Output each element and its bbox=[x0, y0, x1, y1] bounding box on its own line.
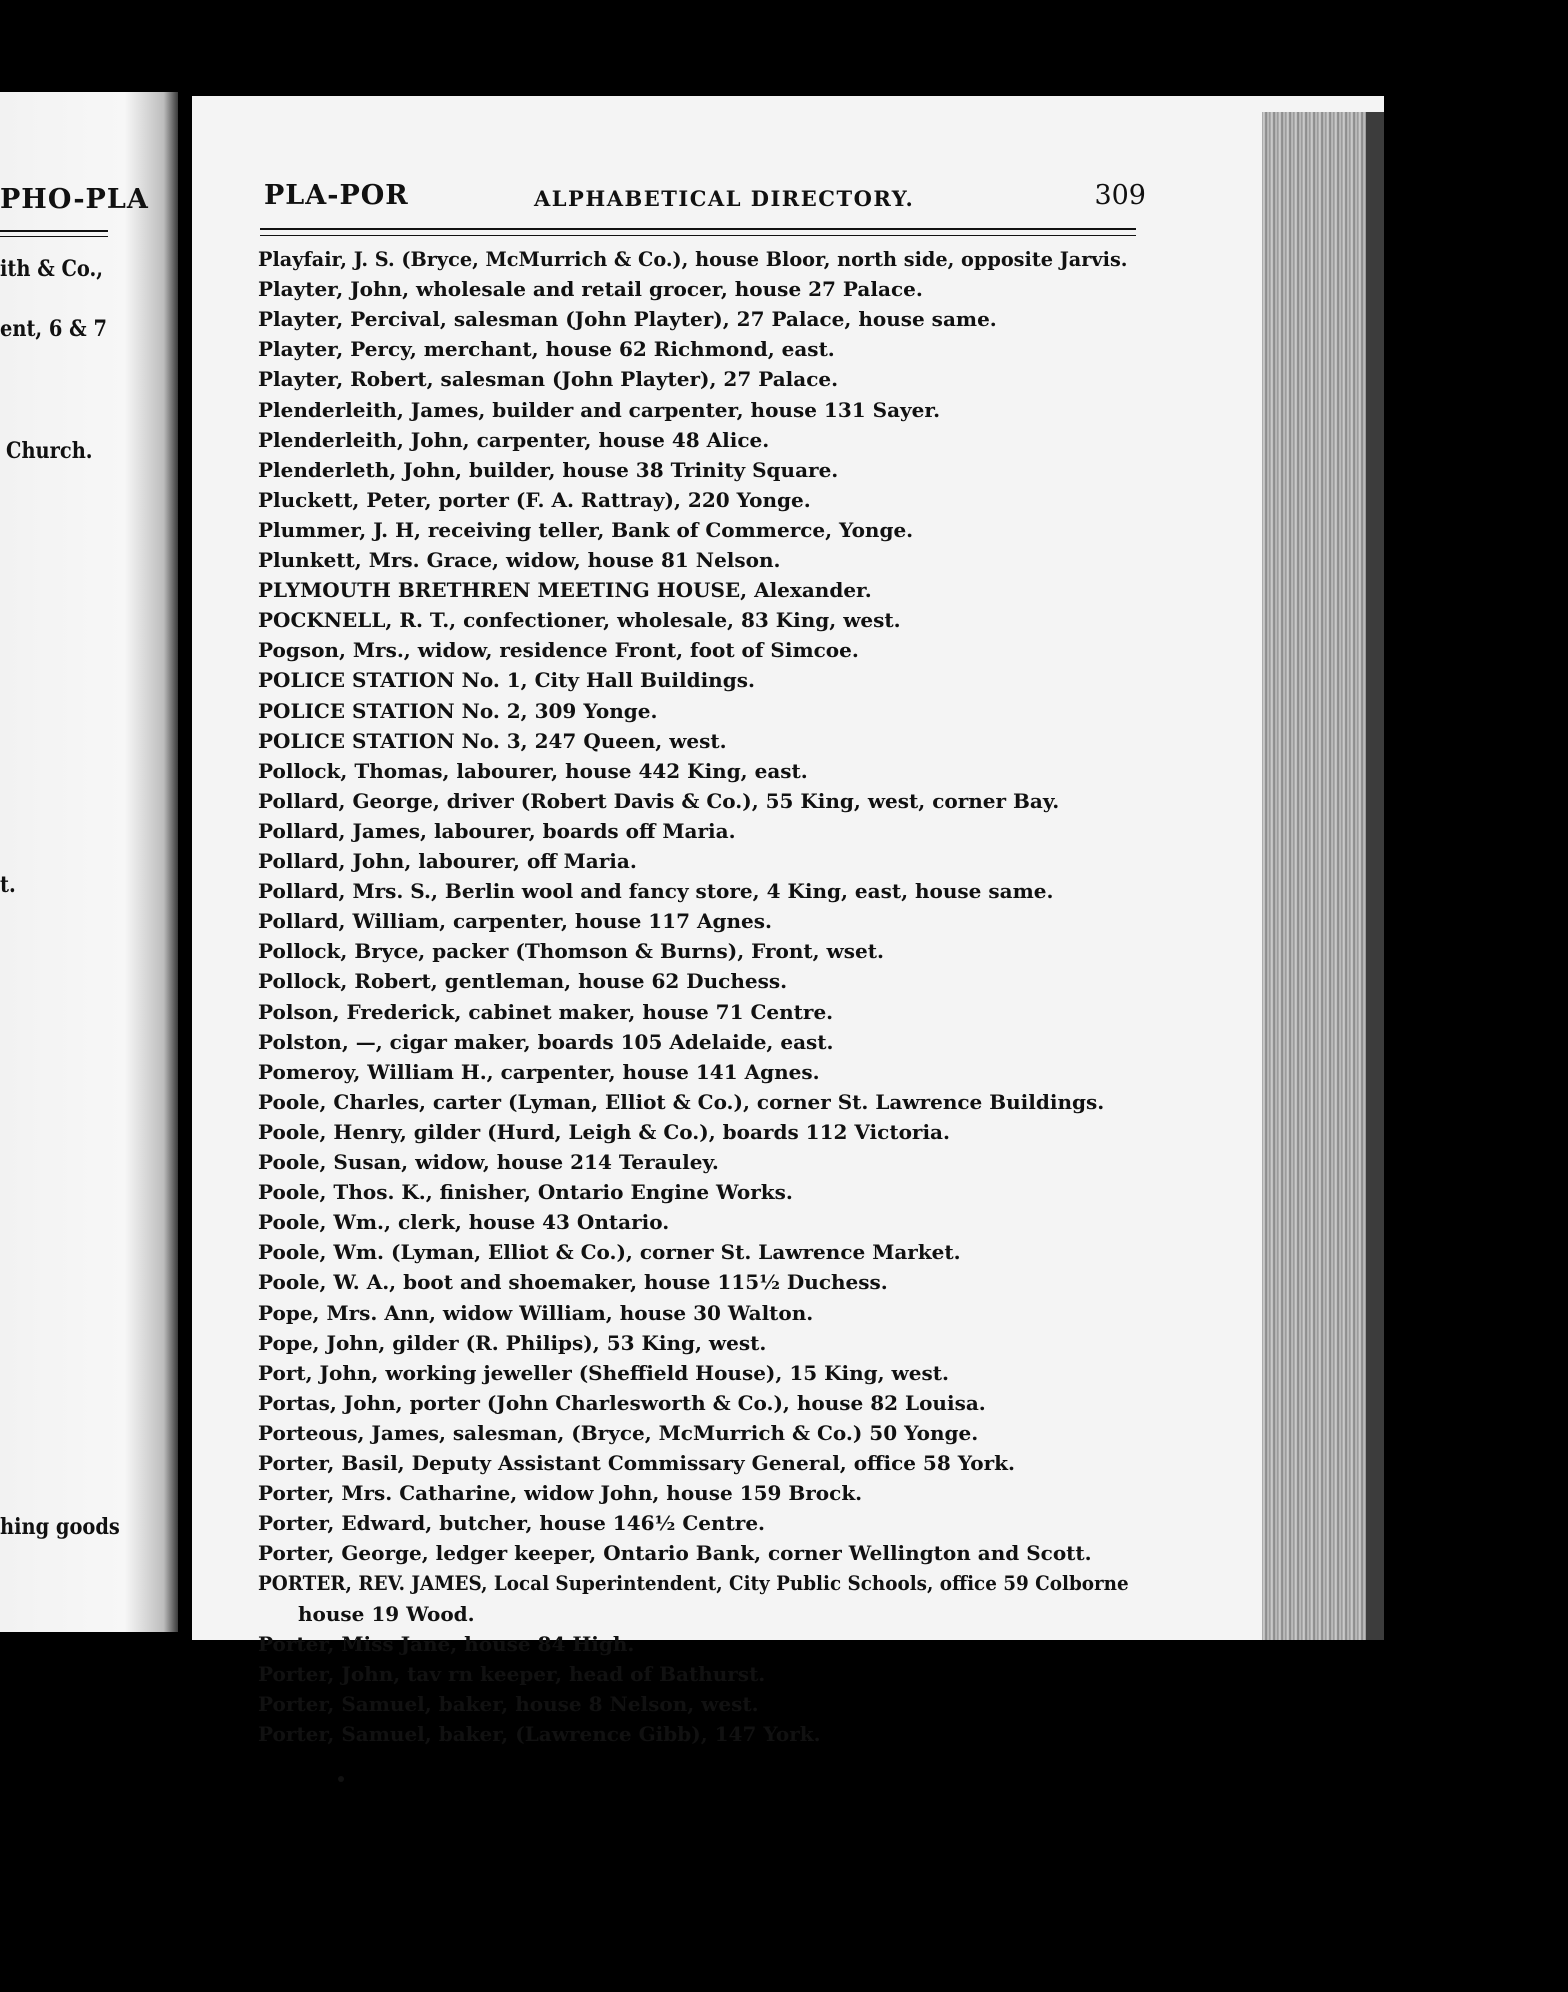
directory-entry: Pollard, Mrs. S., Berlin wool and fancy store, 4 King, east, house same. bbox=[258, 879, 1054, 904]
directory-entry: Pogson, Mrs., widow, residence Front, foot of Simcoe. bbox=[258, 638, 859, 663]
directory-entry: Playter, John, wholesale and retail grocer, house 27 Palace. bbox=[258, 277, 923, 302]
directory-entry: Poole, Wm., clerk, house 43 Ontario. bbox=[258, 1210, 670, 1235]
directory-entry: POLICE STATION No. 2, 309 Yonge. bbox=[258, 698, 658, 723]
directory-entry: Plummer, J. H, receiving teller, Bank of Commerce, Yonge. bbox=[258, 517, 914, 542]
directory-entry: Pollard, William, carpenter, house 117 Agnes. bbox=[258, 909, 772, 934]
directory-entry: Pope, Mrs. Ann, widow William, house 30 Walton. bbox=[258, 1300, 814, 1325]
directory-entry: Pollard, George, driver (Robert Davis & Co.), 55 King, west, corner Bay. bbox=[258, 788, 1060, 813]
directory-entry: Playter, Percy, merchant, house 62 Richmond, east. bbox=[258, 337, 835, 362]
directory-entry: Pollock, Robert, gentleman, house 62 Duchess. bbox=[258, 969, 788, 994]
directory-entry: Porter, Edward, butcher, house 146½ Centre. bbox=[258, 1511, 766, 1536]
left-page-line: ith & Co., bbox=[0, 256, 104, 282]
left-page-line: t. bbox=[0, 872, 16, 898]
directory-entry: Polston, —, cigar maker, boards 105 Adelaide, east. bbox=[258, 1029, 834, 1054]
left-page-line: ent, 6 & 7 bbox=[0, 316, 107, 342]
directory-entry: Pollard, John, labourer, off Maria. bbox=[258, 849, 637, 873]
directory-entry: Poole, Wm. (Lyman, Elliot & Co.), corner St. Lawrence Market. bbox=[258, 1240, 961, 1265]
ink-speck bbox=[338, 1776, 344, 1782]
directory-entry: POCKNELL, R. T., confectioner, wholesale, 83 King, west. bbox=[258, 608, 901, 633]
directory-entry: Porteous, James, salesman, (Bryce, McMurrich & Co.) 50 Yonge. bbox=[258, 1420, 979, 1445]
directory-entry: Poole, Susan, widow, house 214 Terauley. bbox=[258, 1150, 719, 1174]
directory-entry: Pollard, James, labourer, boards off Maria. bbox=[258, 818, 736, 843]
directory-entry: POLICE STATION No. 3, 247 Queen, west. bbox=[258, 728, 727, 753]
directory-entry: Porter, John, tav rn keeper, head of Bathurst. bbox=[258, 1661, 766, 1686]
directory-entry: Porter, Samuel, baker, (Lawrence Gibb), 147 York. bbox=[258, 1721, 821, 1746]
directory-entry: Plenderleith, James, builder and carpenter, house 131 Sayer. bbox=[258, 397, 941, 422]
directory-entry: Porter, Basil, Deputy Assistant Commissary General, office 58 York. bbox=[258, 1451, 1015, 1475]
directory-entry-continuation: house 19 Wood. bbox=[298, 1601, 475, 1626]
directory-entry: Pluckett, Peter, porter (F. A. Rattray), 220 Yonge. bbox=[258, 487, 811, 512]
directory-entry: Playter, Robert, salesman (John Playter), 27 Palace. bbox=[258, 367, 839, 392]
directory-entry: PLYMOUTH BRETHREN MEETING HOUSE, Alexander. bbox=[258, 578, 872, 603]
directory-entry: POLICE STATION No. 1, City Hall Buildings. bbox=[258, 668, 755, 693]
page-number: 309 bbox=[1094, 180, 1146, 211]
directory-entry: Port, John, working jeweller (Sheffield House), 15 King, west. bbox=[258, 1360, 949, 1385]
section-range: PLA-POR bbox=[264, 180, 409, 211]
directory-entry: Poole, Charles, carter (Lyman, Elliot & Co.), corner St. Lawrence Buildings. bbox=[258, 1089, 1105, 1114]
directory-entry: PORTER, REV. JAMES, Local Superintendent, City Public Schools, office 59 Colborne bbox=[258, 1571, 1129, 1596]
directory-entry: Plenderleith, John, carpenter, house 48 Alice. bbox=[258, 427, 770, 452]
directory-entry: Poole, W. A., boot and shoemaker, house 115½ Duchess. bbox=[258, 1270, 888, 1295]
directory-entry: Playfair, J. S. (Bryce, McMurrich & Co.), house Bloor, north side, opposite Jarvis. bbox=[258, 247, 1128, 271]
directory-entry: Plenderleth, John, builder, house 38 Trinity Square. bbox=[258, 457, 839, 482]
directory-entry: Pollock, Thomas, labourer, house 442 King, east. bbox=[258, 758, 808, 783]
directory-entry: Pope, John, gilder (R. Philips), 53 King, west. bbox=[258, 1330, 767, 1355]
directory-entry: Poole, Thos. K., finisher, Ontario Engine Works. bbox=[258, 1180, 793, 1205]
directory-entry: Portas, John, porter (John Charlesworth & Co.), house 82 Louisa. bbox=[258, 1390, 986, 1415]
directory-entry: Porter, Mrs. Catharine, widow John, house 159 Brock. bbox=[258, 1481, 863, 1506]
directory-entry: Porter, George, ledger keeper, Ontario Bank, corner Wellington and Scott. bbox=[258, 1541, 1092, 1566]
directory-entry: Polson, Frederick, cabinet maker, house 71 Centre. bbox=[258, 999, 834, 1024]
directory-entry: Plunkett, Mrs. Grace, widow, house 81 Nelson. bbox=[258, 548, 781, 572]
left-page-line: hing goods bbox=[0, 1514, 120, 1540]
directory-entry: Playter, Percival, salesman (John Playter), 27 Palace, house same. bbox=[258, 307, 997, 332]
directory-title: ALPHABETICAL DIRECTORY. bbox=[534, 186, 915, 211]
directory-entry: Porter, Miss Jane, house 84 High. bbox=[258, 1631, 635, 1656]
directory-entry: Pollock, Bryce, packer (Thomson & Burns), Front, wset. bbox=[258, 939, 884, 964]
directory-entry: Pomeroy, William H., carpenter, house 141 Agnes. bbox=[258, 1059, 820, 1084]
directory-entry: Poole, Henry, gilder (Hurd, Leigh & Co.), boards 112 Victoria. bbox=[258, 1119, 950, 1144]
left-page-line: Church. bbox=[6, 438, 93, 464]
directory-entry: Porter, Samuel, baker, house 8 Nelson, west. bbox=[258, 1691, 759, 1716]
left-page-header: PHO-PLA bbox=[0, 184, 149, 215]
